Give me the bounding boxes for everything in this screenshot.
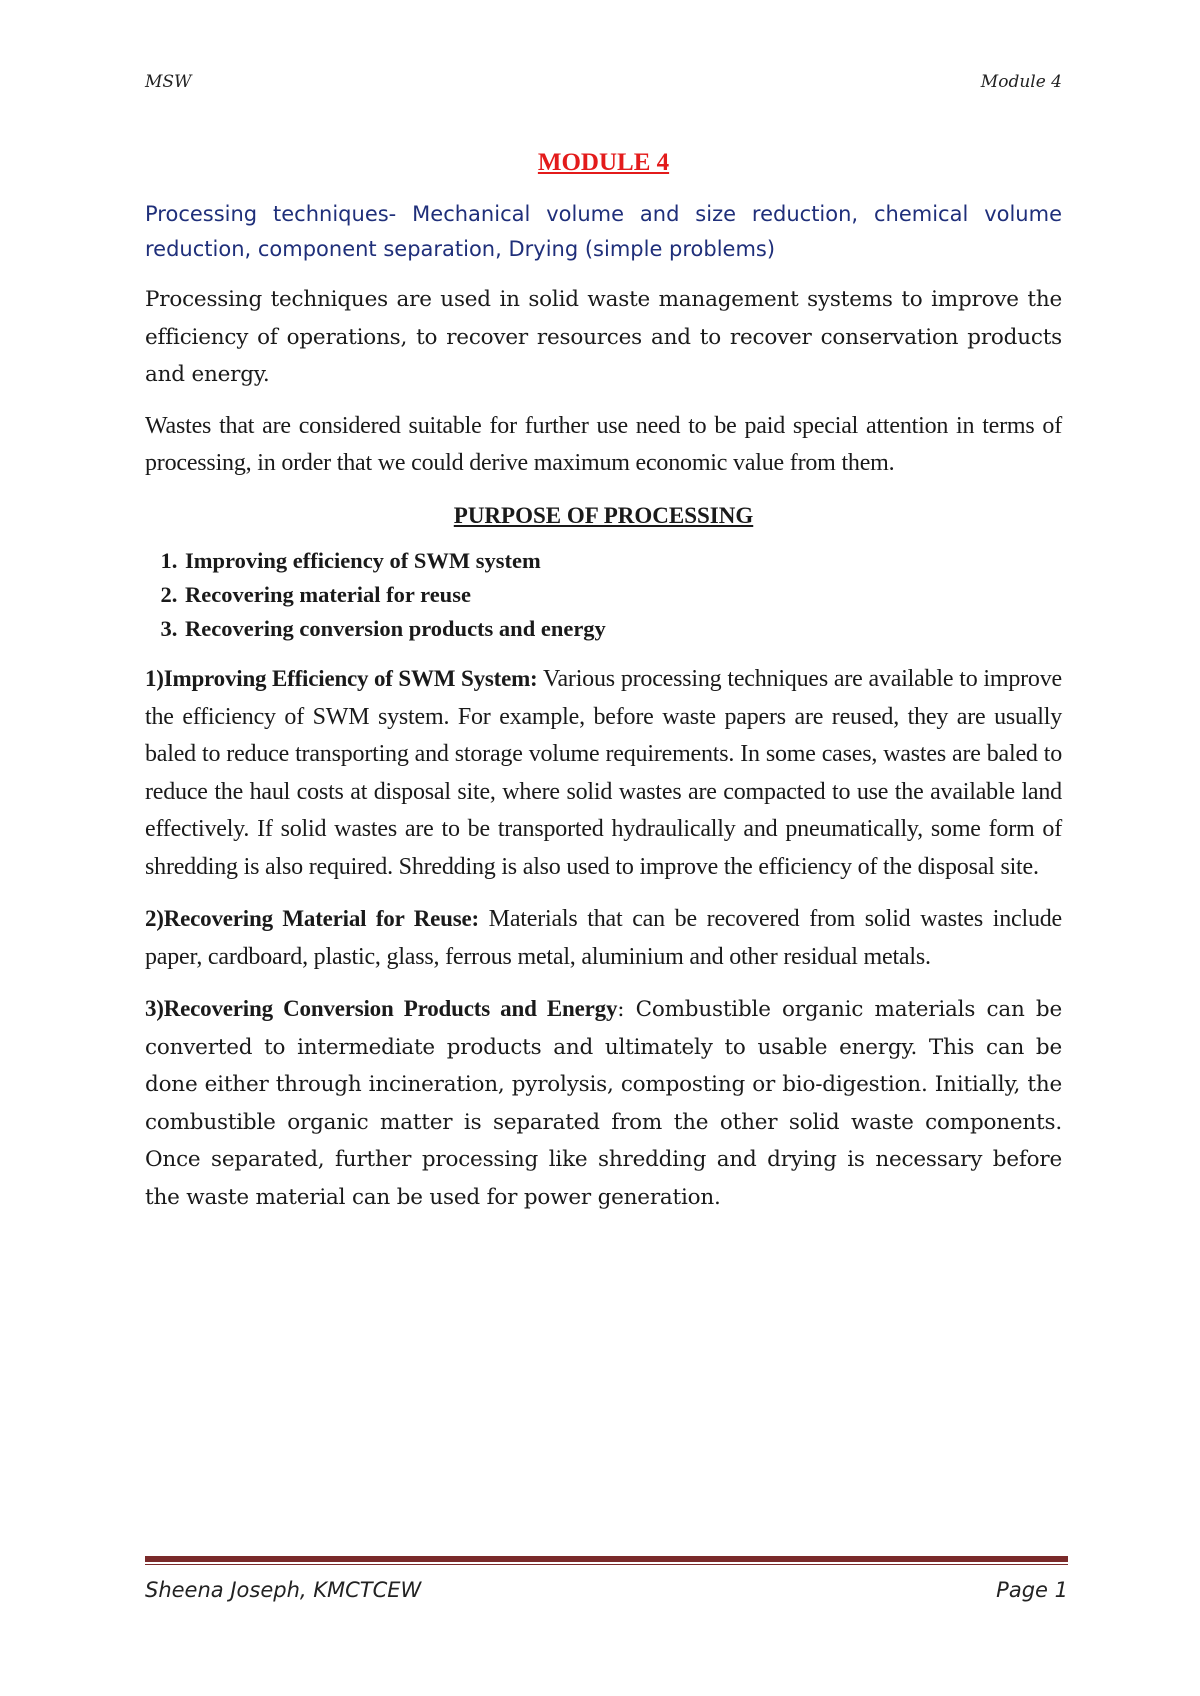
footer-page-number: Page 1 bbox=[996, 1578, 1068, 1602]
list-item: 1. Improving efficiency of SWM system bbox=[183, 544, 1062, 578]
section-efficiency bbox=[145, 660, 1062, 886]
page-title: MODULE 4 bbox=[537, 149, 670, 176]
section-efficiency-lead: 1)Improving Efficiency of SWM System: bbox=[145, 666, 538, 691]
section-material-reuse-lead: 2)Recovering Material for Reuse: bbox=[145, 906, 479, 931]
section-conversion-energy bbox=[145, 990, 1062, 1216]
page-footer bbox=[145, 1578, 1068, 1610]
purpose-heading: PURPOSE OF PROCESSING bbox=[453, 502, 754, 528]
list-item: 2. Recovering material for reuse bbox=[183, 578, 1062, 612]
header-course-code: MSW bbox=[145, 72, 192, 92]
section-material-reuse bbox=[145, 900, 1062, 976]
list-item: 3. Recovering conversion products and energy bbox=[183, 612, 1062, 646]
section-conversion-energy-lead: 3)Recovering Conversion Products and Energy bbox=[145, 996, 618, 1021]
footer-divider-thin bbox=[145, 1564, 1068, 1565]
section-material-reuse-text: Materials that can be recovered from solid wastes include paper, cardboard, plastic, glass, ferrous metal, aluminium and other residual metals. bbox=[145, 906, 1062, 970]
purpose-list bbox=[145, 544, 1062, 646]
section-efficiency-text: Various processing techniques are available to improve the efficiency of SWM system. For example, before waste papers are reused, they are usually baled to reduce transporting and storage volume requirements. In some cases, wastes are baled to reduce the haul costs at disposal site, where solid wastes are compacted to use the available land effectively. If solid wastes are to be transported hydraulically and pneumatically, some form of shredding is also required. Shredding is also used to improve the efficiency of the disposal site. bbox=[145, 666, 1062, 880]
intro-paragraph-2: Wastes that are considered suitable for further use need to be paid special attention in terms of processing, in order that we could derive maximum economic value from them. bbox=[145, 412, 1062, 476]
section-conversion-energy-text: : Combustible organic materials can be converted to intermediate products and ultimately to usable energy. This can be done either through incineration, pyrolysis, composting or bio-digestion. Initially, the combustible organic matter is separated from the other solid waste components. Once separated, further processing like shredding and drying is necessary before the waste material can be used for power generation. bbox=[145, 997, 1062, 1210]
header-module-label: Module 4 bbox=[980, 72, 1062, 92]
module-syllabus-subtitle: Processing techniques- Mechanical volume and size reduction, chemical volume reduction, component separation, Drying (simple problems) bbox=[145, 202, 1062, 261]
footer-divider bbox=[145, 1556, 1068, 1562]
page-header bbox=[145, 72, 1062, 100]
footer-author: Sheena Joseph, KMCTCEW bbox=[145, 1578, 422, 1602]
intro-paragraph-1: Processing techniques are used in solid waste management systems to improve the efficiency of operations, to recover resources and to recover conservation products and energy. bbox=[145, 287, 1062, 387]
document-body bbox=[145, 143, 1062, 1230]
